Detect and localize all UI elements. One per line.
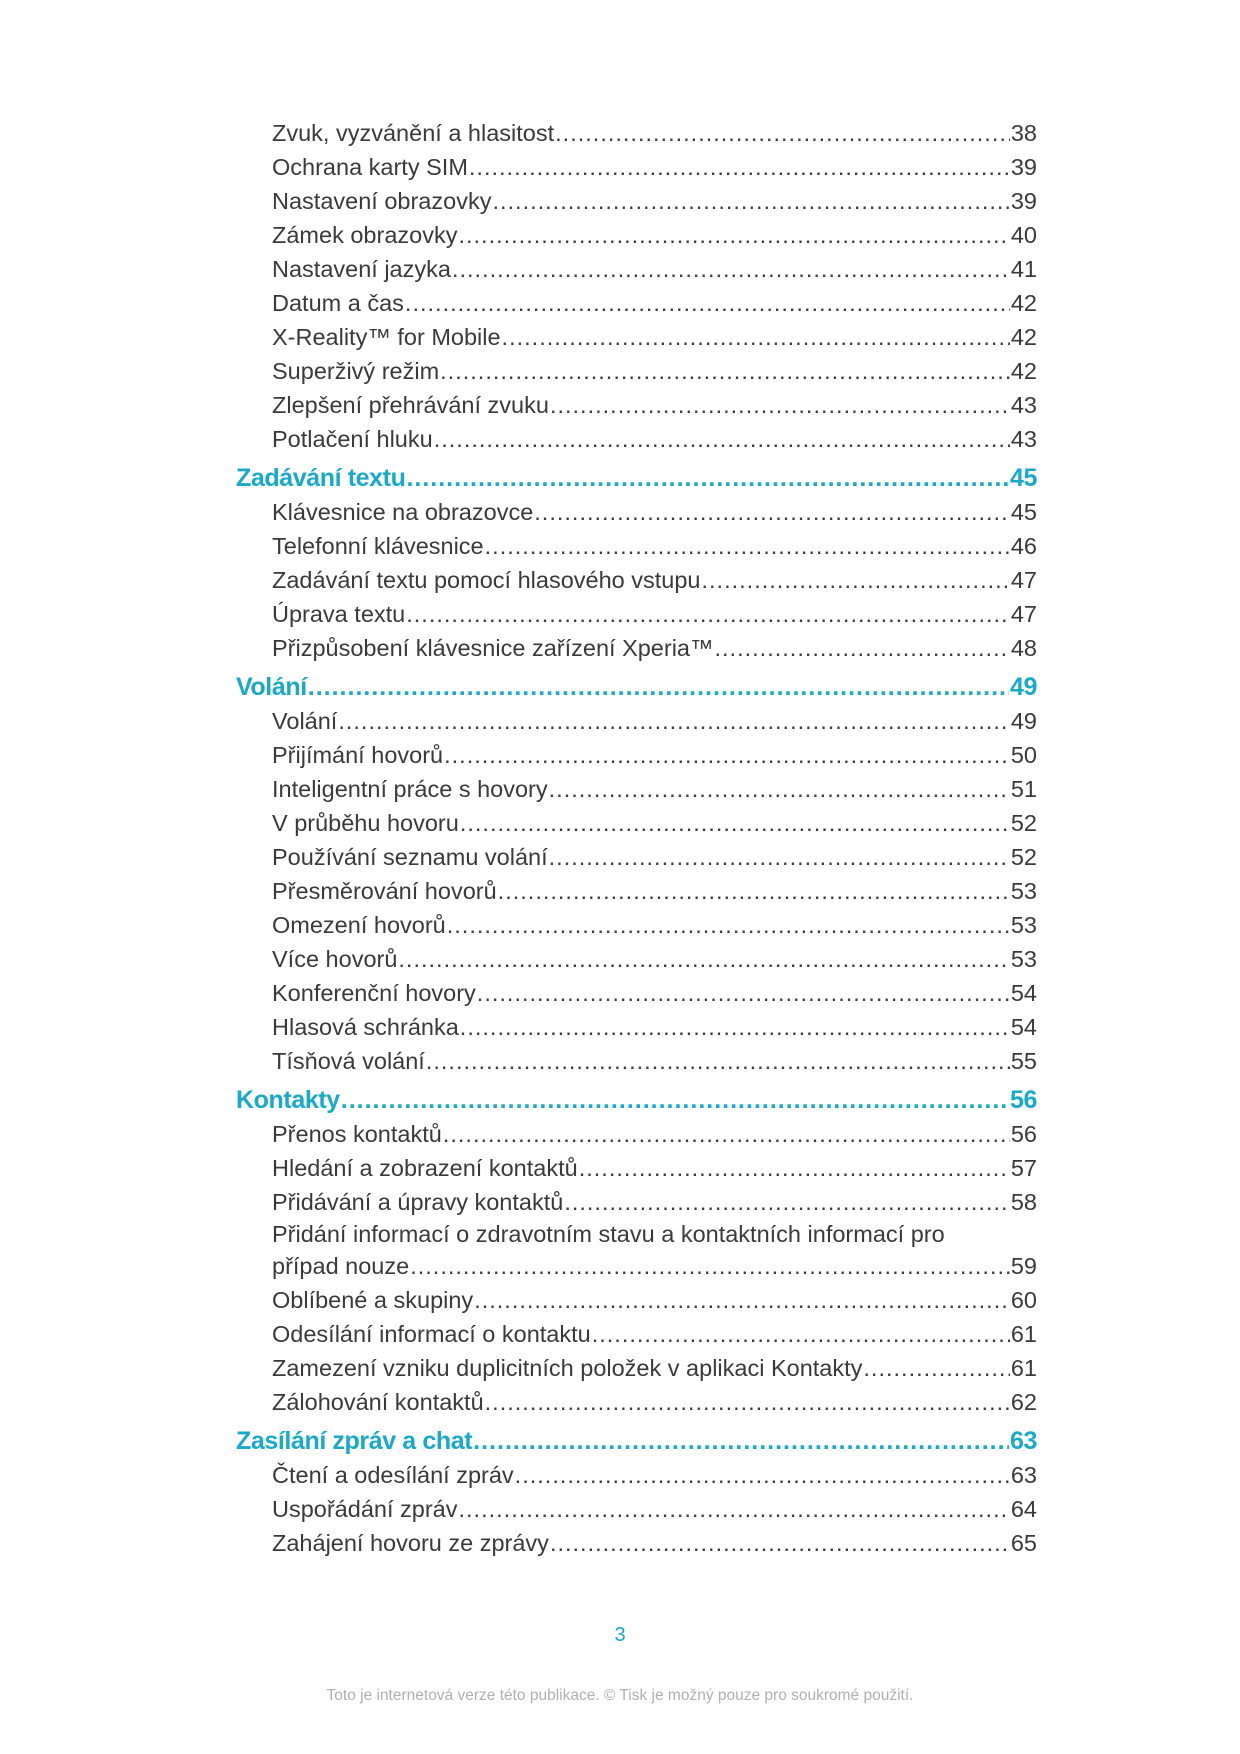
toc-entry[interactable] — [236, 874, 1037, 908]
toc-entry-title: Zlepšení přehrávání zvuku — [272, 392, 549, 418]
toc-entry-page: 51 — [1010, 776, 1037, 802]
toc-entry-page: 39 — [1010, 154, 1037, 180]
toc-entry-title: Přenos kontaktů — [272, 1121, 442, 1147]
dot-leader — [447, 908, 1010, 942]
toc-entry-title: Používání seznamu volání — [272, 844, 548, 870]
toc-entry-title: Nastavení obrazovky — [272, 188, 492, 214]
dot-leader — [592, 1317, 1010, 1351]
toc-entry-title: Tísňová volání — [272, 1048, 425, 1074]
toc-entry-page: 63 — [1009, 1427, 1037, 1455]
dot-leader — [579, 1151, 1010, 1185]
toc-entry-page: 55 — [1010, 1048, 1037, 1074]
toc-entry-title: Datum a čas — [272, 290, 404, 316]
toc-entry-title: Zámek obrazovky — [272, 222, 458, 248]
toc-entry-title: Zvuk, vyzvánění a hlasitost — [272, 120, 555, 146]
toc-entry-page: 65 — [1010, 1530, 1037, 1556]
toc-entry-title: Klávesnice na obrazovce — [272, 499, 534, 525]
toc-entry-page: 47 — [1010, 567, 1037, 593]
page-number: 3 — [614, 1624, 626, 1646]
toc-entry[interactable] — [236, 218, 1037, 252]
toc-entry-page: 57 — [1010, 1155, 1037, 1181]
toc-entry[interactable] — [236, 116, 1037, 150]
toc-entry[interactable] — [236, 320, 1037, 354]
dot-leader — [406, 461, 1009, 496]
toc-entry-page: 39 — [1010, 188, 1037, 214]
toc-entry-title: Zahájení hovoru ze zprávy — [272, 1530, 549, 1556]
toc-section-entry[interactable] — [236, 461, 1037, 496]
toc-entry-title: Potlačení hluku — [272, 426, 433, 452]
toc-entry-title: Volání — [236, 673, 307, 701]
toc-entry-page: 53 — [1010, 878, 1037, 904]
toc-entry-title: Hledání a zobrazení kontaktů — [272, 1155, 578, 1181]
toc-entry-title: Přijímání hovorů — [272, 742, 444, 768]
dot-leader — [338, 704, 1010, 738]
dot-leader — [550, 388, 1010, 422]
dot-leader — [474, 1283, 1010, 1317]
toc-entry[interactable] — [236, 422, 1037, 456]
toc-entry-title: Zasílání zpráv a chat — [236, 1427, 473, 1455]
toc-entry[interactable] — [236, 1117, 1037, 1151]
toc-entry[interactable] — [236, 942, 1037, 976]
toc-entry-page: 38 — [1010, 120, 1037, 146]
toc-entry-page: 43 — [1010, 392, 1037, 418]
dot-leader — [406, 597, 1010, 631]
toc-entry-title: Kontakty — [236, 1086, 340, 1114]
dot-leader — [469, 150, 1010, 184]
toc-entry-page: 41 — [1010, 256, 1037, 282]
toc-entry-page: 53 — [1010, 912, 1037, 938]
dot-leader — [308, 670, 1009, 705]
toc-section-entry[interactable] — [236, 670, 1037, 705]
dot-leader — [452, 252, 1010, 286]
dot-leader — [460, 806, 1010, 840]
dot-leader — [405, 286, 1010, 320]
toc-entry-title: Uspořádání zpráv — [272, 1496, 458, 1522]
dot-leader — [534, 495, 1010, 529]
toc-entry-page: 46 — [1010, 533, 1037, 559]
toc-entry-page: 49 — [1010, 708, 1037, 734]
toc-entry[interactable] — [236, 529, 1037, 563]
table-of-contents — [236, 116, 1037, 1560]
toc-entry[interactable] — [236, 704, 1037, 738]
toc-entry-title: Zálohování kontaktů — [272, 1389, 484, 1415]
toc-entry-page: 48 — [1010, 635, 1037, 661]
dot-leader — [555, 116, 1010, 150]
toc-entry-title: Zamezení vzniku duplicitních položek v aplikaci Kontakty — [272, 1355, 863, 1381]
toc-entry-page: 61 — [1010, 1355, 1037, 1381]
toc-entry-title: Zadávání textu — [236, 464, 406, 492]
toc-entry[interactable] — [236, 840, 1037, 874]
toc-entry[interactable] — [236, 772, 1037, 806]
toc-section-entry[interactable] — [236, 1424, 1037, 1459]
toc-entry-page: 42 — [1010, 358, 1037, 384]
toc-entry-page: 49 — [1009, 673, 1037, 701]
toc-entry-page: 54 — [1010, 980, 1037, 1006]
toc-entry[interactable] — [236, 286, 1037, 320]
dot-leader — [549, 840, 1010, 874]
toc-entry-title: Odesílání informací o kontaktu — [272, 1321, 591, 1347]
toc-entry-page: 56 — [1010, 1121, 1037, 1147]
dot-leader — [459, 1492, 1010, 1526]
toc-entry[interactable] — [236, 806, 1037, 840]
toc-entry-page: 40 — [1010, 222, 1037, 248]
dot-leader — [564, 1185, 1010, 1219]
toc-entry-page: 59 — [1010, 1253, 1037, 1279]
dot-leader — [498, 874, 1010, 908]
toc-entry[interactable] — [236, 597, 1037, 631]
toc-entry-title: Čtení a odesílání zpráv — [272, 1462, 514, 1488]
dot-leader — [492, 184, 1009, 218]
toc-entry[interactable] — [236, 631, 1037, 665]
toc-entry-title: Přizpůsobení klávesnice zařízení Xperia™ — [272, 635, 714, 661]
toc-entry-title: Oblíbené a skupiny — [272, 1287, 474, 1313]
toc-entry-title: Zadávání textu pomocí hlasového vstupu — [272, 567, 701, 593]
toc-entry-title: případ nouze — [272, 1253, 410, 1279]
dot-leader — [863, 1351, 1009, 1385]
toc-entry[interactable] — [236, 1151, 1037, 1185]
dot-leader — [398, 942, 1009, 976]
toc-entry-page: 60 — [1010, 1287, 1037, 1313]
toc-entry-page: 63 — [1010, 1462, 1037, 1488]
toc-entry-page: 42 — [1010, 324, 1037, 350]
toc-entry-page: 53 — [1010, 946, 1037, 972]
dot-leader — [715, 631, 1010, 665]
dot-leader — [550, 1526, 1010, 1560]
toc-entry-page: 64 — [1010, 1496, 1037, 1522]
toc-entry[interactable] — [236, 1458, 1037, 1492]
toc-entry-title: Volání — [272, 708, 338, 734]
toc-entry-page: 43 — [1010, 426, 1037, 452]
toc-entry[interactable] — [236, 354, 1037, 388]
toc-section-entry[interactable] — [236, 1083, 1037, 1118]
dot-leader — [485, 1385, 1010, 1419]
toc-entry-page: 42 — [1010, 290, 1037, 316]
dot-leader — [443, 1117, 1010, 1151]
toc-entry[interactable] — [236, 1351, 1037, 1385]
toc-entry[interactable] — [236, 1010, 1037, 1044]
toc-entry[interactable] — [236, 495, 1037, 529]
dot-leader — [477, 976, 1010, 1010]
toc-entry-title: Konferenční hovory — [272, 980, 476, 1006]
dot-leader — [410, 1249, 1010, 1283]
toc-entry[interactable] — [236, 738, 1037, 772]
toc-entry[interactable] — [236, 1317, 1037, 1351]
toc-entry-title: Nastavení jazyka — [272, 256, 451, 282]
toc-entry[interactable] — [236, 1526, 1037, 1560]
dot-leader — [473, 1424, 1009, 1459]
toc-entry-page: 58 — [1010, 1189, 1037, 1215]
toc-entry-title: Přidávání a úpravy kontaktů — [272, 1189, 564, 1215]
toc-entry[interactable] — [236, 976, 1037, 1010]
toc-entry-title: Superživý režim — [272, 358, 440, 384]
toc-entry-title: Úprava textu — [272, 601, 406, 627]
toc-entry[interactable] — [236, 388, 1037, 422]
toc-entry-page: 62 — [1010, 1389, 1037, 1415]
toc-entry-page: 50 — [1010, 742, 1037, 768]
toc-entry-page: 45 — [1009, 464, 1037, 492]
toc-entry-title: X-Reality™ for Mobile — [272, 324, 501, 350]
toc-entry-title: Více hovorů — [272, 946, 398, 972]
toc-entry-page: 47 — [1010, 601, 1037, 627]
toc-entry[interactable] — [236, 150, 1037, 184]
toc-entry[interactable] — [236, 1492, 1037, 1526]
dot-leader — [515, 1458, 1010, 1492]
toc-entry-title: Přesměrování hovorů — [272, 878, 497, 904]
dot-leader — [426, 1044, 1010, 1078]
dot-leader — [434, 422, 1010, 456]
dot-leader — [460, 1010, 1010, 1044]
toc-entry-title: Hlasová schránka — [272, 1014, 459, 1040]
dot-leader — [444, 738, 1010, 772]
toc-entry-page: 52 — [1010, 844, 1037, 870]
dot-leader — [502, 320, 1010, 354]
footer-notice: Toto je internetová verze této publikace. © Tisk je možný pouze pro soukromé použití. — [326, 1687, 914, 1704]
toc-entry-page: 56 — [1009, 1086, 1037, 1114]
dot-leader — [485, 529, 1010, 563]
toc-entry-page: 54 — [1010, 1014, 1037, 1040]
toc-entry[interactable] — [236, 1044, 1037, 1078]
dot-leader — [549, 772, 1010, 806]
dot-leader — [341, 1083, 1009, 1118]
toc-entry[interactable] — [236, 252, 1037, 286]
toc-entry[interactable] — [236, 1283, 1037, 1317]
toc-entry-title: V průběhu hovoru — [272, 810, 459, 836]
toc-entry-title: Omezení hovorů — [272, 912, 446, 938]
toc-entry[interactable] — [236, 563, 1037, 597]
dot-leader — [440, 354, 1010, 388]
toc-entry[interactable] — [236, 184, 1037, 218]
dot-leader — [702, 563, 1010, 597]
toc-entry-title: Inteligentní práce s hovory — [272, 776, 548, 802]
toc-entry[interactable] — [236, 908, 1037, 942]
toc-entry[interactable] — [236, 1385, 1037, 1419]
toc-entry-title-line[interactable]: Přidání informací o zdravotním stavu a kontaktních informací pro — [272, 1221, 945, 1247]
dot-leader — [458, 218, 1009, 252]
toc-entry-page: 45 — [1010, 499, 1037, 525]
toc-entry[interactable] — [236, 1185, 1037, 1219]
toc-entry-page: 61 — [1010, 1321, 1037, 1347]
toc-entry-title: Telefonní klávesnice — [272, 533, 484, 559]
toc-entry[interactable] — [236, 1249, 1037, 1283]
toc-entry-page: 52 — [1010, 810, 1037, 836]
toc-entry-title: Ochrana karty SIM — [272, 154, 468, 180]
